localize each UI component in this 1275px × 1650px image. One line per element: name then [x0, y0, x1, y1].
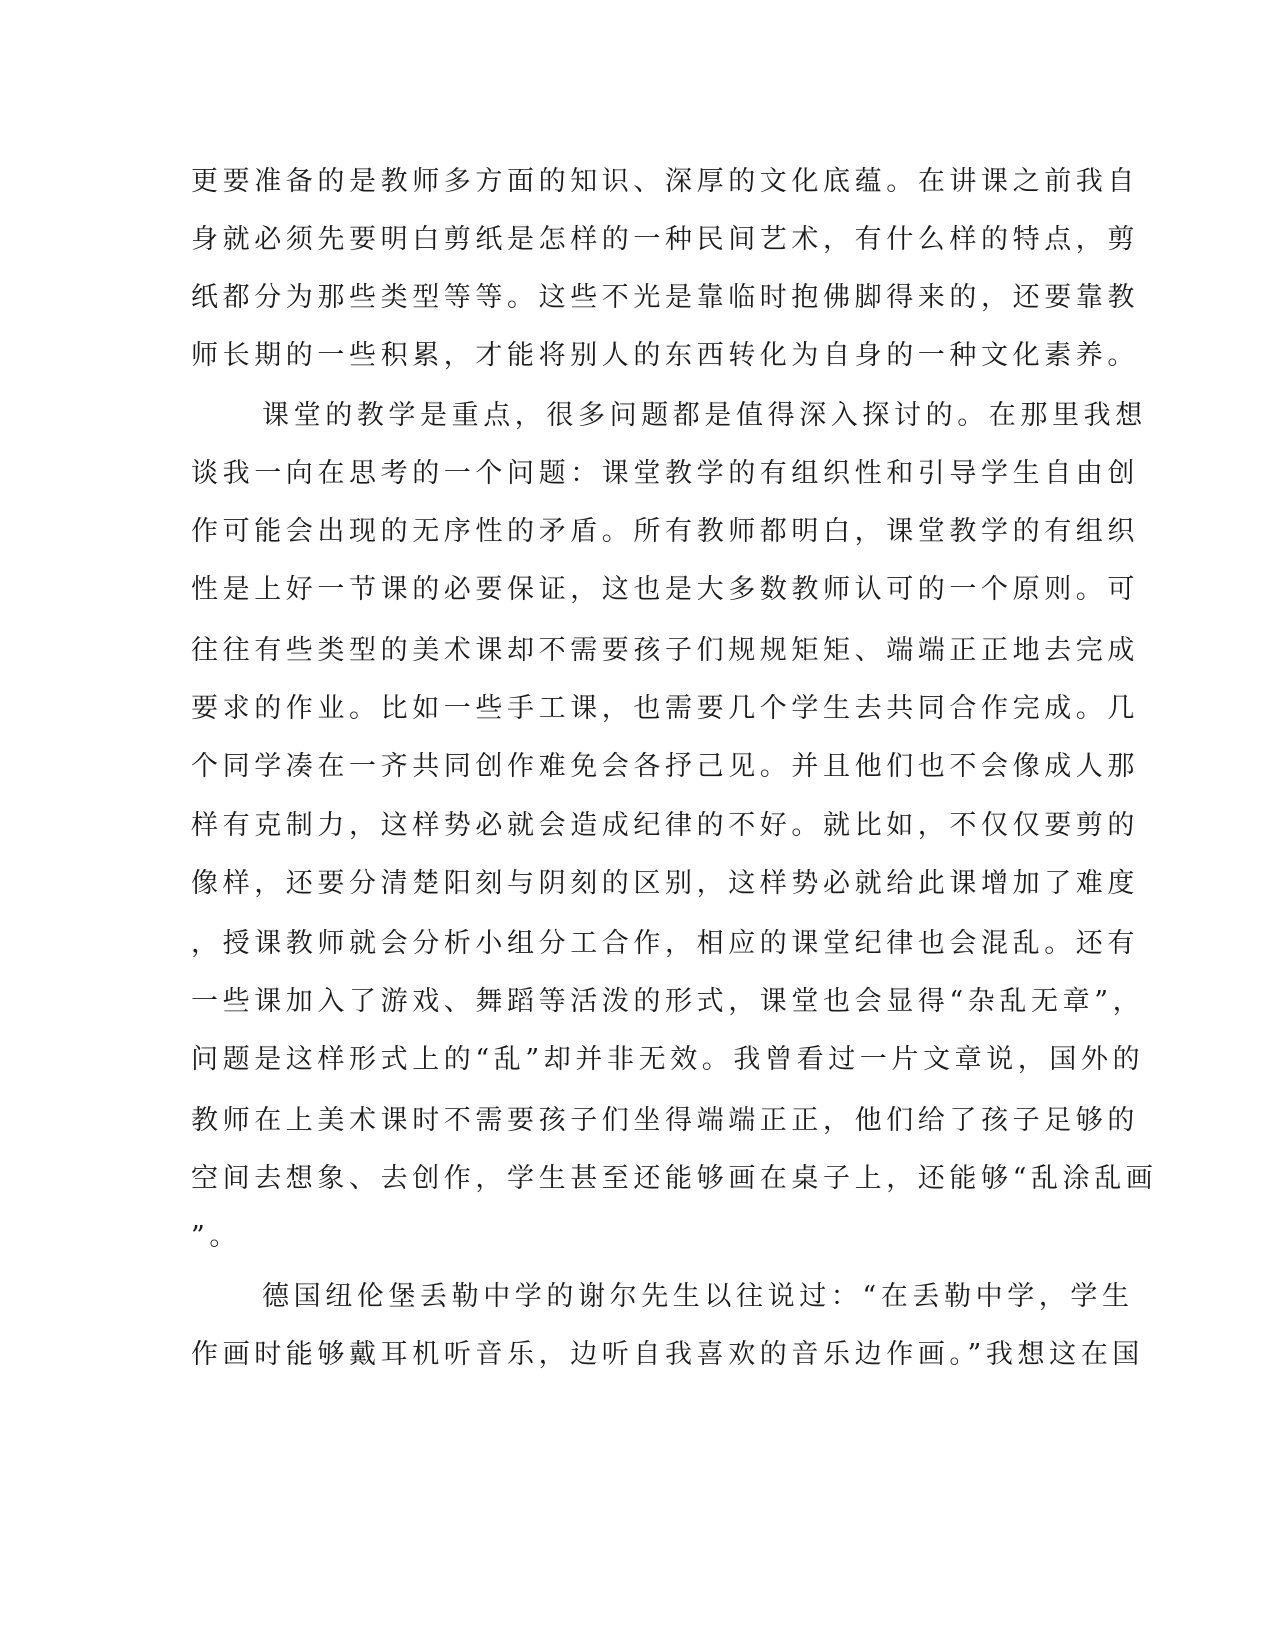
text-line: 个同学凑在一齐共同创作难免会各抒己见。并且他们也不会像成人那: [191, 751, 1139, 782]
paragraph-first-line: 德国纽伦堡丢勒中学的谢尔先生以往说过：“在丢勒中学，学生: [262, 1281, 1134, 1312]
text-line: 往往有些类型的美术课却不需要孩子们规规矩矩、端端正正地去完成: [191, 635, 1139, 666]
text-line: 身就必须先要明白剪纸是怎样的一种民间艺术，有什么样的特点，剪: [191, 224, 1139, 255]
text-line: ，授课教师就会分析小组分工合作，相应的课堂纪律也会混乱。还有: [191, 928, 1139, 959]
text-line: 教师在上美术课时不需要孩子们坐得端端正正，他们给了孩子足够的: [191, 1105, 1139, 1136]
text-line: 作可能会出现的无序性的矛盾。所有教师都明白，课堂教学的有组织: [191, 516, 1139, 547]
text-line: 更要准备的是教师多方面的知识、深厚的文化底蕴。在讲课之前我自: [191, 166, 1139, 197]
text-line: ”。: [191, 1221, 242, 1252]
text-line: 空间去想象、去创作，学生甚至还能够画在桌子上，还能够“乱涂乱画: [191, 1163, 1158, 1194]
text-line: 作画时能够戴耳机听音乐，边听自我喜欢的音乐边作画。”我想这在国: [191, 1339, 1144, 1370]
text-line: 像样，还要分清楚阳刻与阴刻的区别，这样势必就给此课增加了难度: [191, 868, 1139, 899]
text-line: 性是上好一节课的必要保证，这也是大多数教师认可的一个原则。可: [191, 574, 1139, 605]
text-line: 谈我一向在思考的一个问题：课堂教学的有组织性和引导学生自由创: [191, 458, 1139, 489]
paragraph-first-line: 课堂的教学是重点，很多问题都是值得深入探讨的。在那里我想: [262, 400, 1147, 431]
text-line: 问题是这样形式上的“乱”却并非无效。我曾看过一片文章说，国外的: [191, 1044, 1145, 1075]
text-line: 样有克制力，这样势必就会造成纪律的不好。就比如，不仅仅要剪的: [191, 810, 1139, 841]
text-line: 纸都分为那些类型等等。这些不光是靠临时抱佛脚得来的，还要靠教: [191, 282, 1139, 313]
text-line: 一些课加入了游戏、舞蹈等活泼的形式，课堂也会显得“杂乱无章”，: [191, 986, 1145, 1017]
text-line: 要求的作业。比如一些手工课，也需要几个学生去共同合作完成。几: [191, 693, 1139, 724]
text-line: 师长期的一些积累，才能将别人的东西转化为自身的一种文化素养。: [191, 340, 1139, 371]
